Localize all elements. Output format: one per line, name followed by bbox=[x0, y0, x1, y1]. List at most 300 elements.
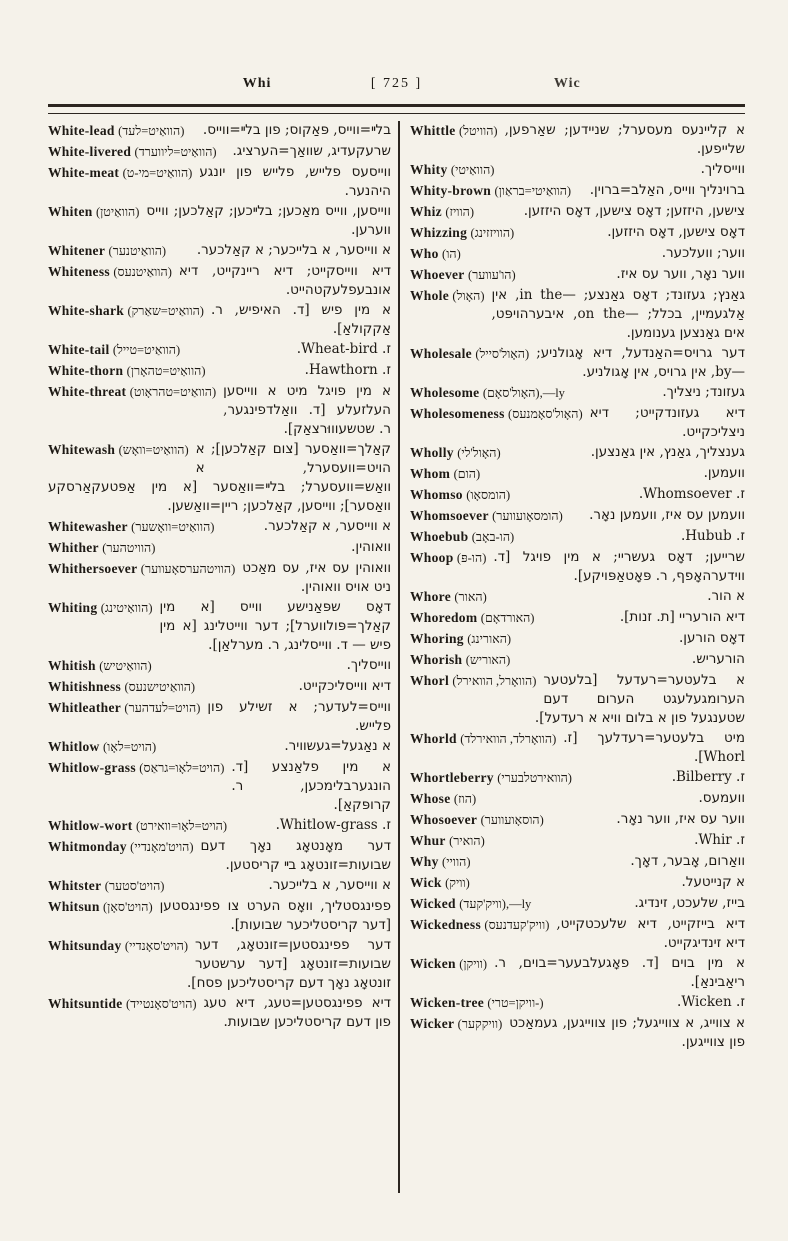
dictionary-entry bbox=[48, 517, 391, 537]
headword: Who bbox=[410, 246, 439, 261]
definition: קאַלך=וואַסער [צום קאַלכען]; א הויט=וועסערל, א וואַש=וועסערל; בלײ=וואַסער [א מין אַפּטעקאַרסקע וואַסער]; ווייסען, קאַלכען; ריין=וואַשען. bbox=[48, 441, 391, 514]
definition: ז. Wheat-bird. bbox=[296, 341, 391, 357]
transliteration: (הוואַיטינג) bbox=[100, 601, 153, 615]
definition: דיא געזונדקייט; דיא ניצליכקייט. bbox=[589, 405, 745, 440]
definition: ווער עס איז, ווער נאָר. bbox=[616, 811, 745, 827]
transliteration: (הוואַיט=טייל) bbox=[112, 343, 181, 357]
dictionary-entry bbox=[410, 587, 745, 607]
dictionary-entry bbox=[410, 223, 745, 243]
headword-block bbox=[410, 1014, 502, 1034]
headword: Whoop bbox=[410, 550, 454, 565]
headword: Whitlow-wort bbox=[48, 818, 133, 833]
headword: Wholesomeness bbox=[410, 406, 505, 421]
definition: ז. Wicken. bbox=[677, 994, 745, 1010]
transliteration: (הוז) bbox=[453, 792, 477, 806]
transliteration: (הוואַיט=מי-ט) bbox=[122, 166, 193, 180]
headword-block bbox=[48, 340, 180, 360]
transliteration: (הוואַיט=טהראָוט) bbox=[129, 385, 217, 399]
headword: Whiting bbox=[48, 600, 98, 615]
dictionary-entry bbox=[410, 443, 745, 463]
headword-block bbox=[410, 344, 529, 364]
dictionary-entry bbox=[410, 1014, 745, 1052]
transliteration: (הוואַיטי=בראַון) bbox=[494, 184, 572, 198]
dictionary-entry bbox=[410, 768, 745, 788]
definition: בלײ=ווייס, פּאַקוס; פון בלײ=ווייס. bbox=[202, 122, 391, 138]
headword: Whom bbox=[410, 466, 451, 481]
definition: א קנייטעל. bbox=[681, 874, 745, 890]
definition: דיא פפינגסטען=טעג, דיא טעג פון דעם קריסטליכען שבועות. bbox=[203, 995, 391, 1030]
dictionary-entry bbox=[410, 915, 745, 953]
definition: א ווייסער, א קאַלכער. bbox=[263, 518, 391, 534]
headword: Whitlow-grass bbox=[48, 760, 136, 775]
headword: Whoever bbox=[410, 267, 465, 282]
definition: מיט בלעטער=רעדלעך [ז. Whorl]. bbox=[563, 730, 745, 765]
headword: Wicken bbox=[410, 956, 456, 971]
definition: א צווייג, א צווייגעל; פון צווייגען, געמאַכט פון צווייגען. bbox=[509, 1015, 745, 1050]
definition: ז. Bilberry. bbox=[671, 769, 745, 785]
headword: Whity bbox=[410, 162, 448, 177]
transliteration: (וויק'קעד) bbox=[459, 897, 506, 911]
transliteration: (הוואַיטיש) bbox=[99, 659, 152, 673]
transliteration: (הויט'סטער) bbox=[104, 879, 165, 893]
headword-block bbox=[48, 301, 204, 321]
headword-block bbox=[410, 954, 487, 974]
dictionary-entry bbox=[48, 202, 391, 240]
headword: Whitewasher bbox=[48, 519, 128, 534]
headword-block bbox=[410, 202, 474, 222]
headword: Whomsoever bbox=[410, 508, 489, 523]
headword-block bbox=[48, 897, 153, 917]
headword-block bbox=[48, 361, 206, 381]
definition: גאַנץ; געזונד; דאָס גאַנצע; —in the, אין אַלגעמיין, בכלל; —on the, איבערהויפּט, אים גאַנצען גענומען. bbox=[491, 287, 745, 341]
headword: Whur bbox=[410, 833, 446, 848]
dictionary-entry bbox=[48, 559, 391, 597]
definition: וואוהין עס איז, עס מאַכט ניט אויס וואוהין. bbox=[242, 560, 391, 595]
transliteration: (האורינג) bbox=[467, 632, 512, 646]
transliteration: (הויט=לאָו) bbox=[102, 740, 157, 754]
headword: Whither bbox=[48, 540, 99, 555]
headword: Whitmonday bbox=[48, 839, 127, 854]
headword-block bbox=[410, 506, 563, 526]
transliteration: (הומסאָועווער) bbox=[492, 509, 563, 523]
headword: Whitener bbox=[48, 243, 106, 258]
headword: Whomso bbox=[410, 487, 463, 502]
dictionary-entry bbox=[410, 506, 745, 526]
transliteration: (הוואַיטישנעס) bbox=[124, 680, 196, 694]
definition: פפינגסטליך, וואָס הערט צו פפינגסטען [דער קריסטליכער שבועות]. bbox=[159, 898, 391, 933]
transliteration: (הוואַיט=וואָש) bbox=[118, 443, 189, 457]
headword: Whittle bbox=[410, 123, 456, 138]
headword: White-thorn bbox=[48, 363, 124, 378]
headword-block bbox=[410, 443, 501, 463]
transliteration: (הוואַיט=ליווערד) bbox=[134, 145, 217, 159]
definition: ז. Hubub. bbox=[680, 528, 745, 544]
transliteration: (האוריש) bbox=[465, 653, 511, 667]
dictionary-entry bbox=[48, 262, 391, 300]
transliteration: (הוויז) bbox=[445, 205, 475, 219]
headword-block bbox=[410, 629, 511, 649]
transliteration: (הויט'סאָנטייד) bbox=[125, 997, 197, 1011]
definition: וועמען. bbox=[703, 465, 745, 481]
transliteration: (האור) bbox=[454, 590, 487, 604]
headword-block bbox=[48, 994, 197, 1014]
dictionary-entry bbox=[48, 897, 391, 935]
headword-block bbox=[48, 598, 152, 618]
headword-block bbox=[48, 121, 184, 141]
dictionary-entry bbox=[48, 936, 391, 993]
transliteration: (הום) bbox=[453, 467, 481, 481]
dictionary-entry bbox=[410, 548, 745, 586]
headword-block bbox=[410, 265, 516, 285]
headword-block bbox=[410, 873, 470, 893]
definition: דאָס שפּאַנישע ווייס [א מין קאַלך=פּולווערל]; דער ווייטלינג [א מין פיש — ד. ווייסלינג, ר. מערלאַן]. bbox=[159, 599, 391, 653]
headword-block bbox=[410, 383, 565, 403]
dictionary-entry bbox=[48, 698, 391, 736]
headword-block bbox=[410, 286, 484, 306]
headword: Whorish bbox=[410, 652, 463, 667]
definition: א בלעטער=רעדעל [בלעטער הערומגעלעגט הערום דעם שטענגעל פון א בלום וויא א רעדעל]. bbox=[534, 672, 745, 726]
dictionary-entry bbox=[410, 873, 745, 893]
transliteration: (הויט'סאָנדיי) bbox=[124, 939, 188, 953]
transliteration: (הומסאָו) bbox=[466, 488, 511, 502]
transliteration: (הוואַיט=שאַרק) bbox=[127, 304, 204, 318]
definition: דיא בייזקייט, דיא שלעכטקייט, דיא זינדיגקייט. bbox=[556, 916, 745, 951]
headword: Whitish bbox=[48, 658, 96, 673]
definition: דער מאָנטאָג נאָך דעם שבועות=זונטאָג בײ קריסטען. bbox=[200, 838, 391, 873]
dictionary-entry bbox=[410, 671, 745, 728]
dictionary-page bbox=[48, 76, 745, 1193]
dictionary-entry bbox=[410, 650, 745, 670]
dictionary-entry bbox=[410, 810, 745, 830]
headword-block bbox=[48, 876, 164, 896]
transliteration: (הויט=לעדהער) bbox=[124, 701, 201, 715]
headword: Wicken-tree bbox=[410, 995, 485, 1010]
definition: דאָס צישען, דאָס היזזען. bbox=[607, 224, 745, 240]
transliteration: (הוואַיט=וואָשער) bbox=[131, 520, 215, 534]
transliteration: (הויט=לאָו=וואירט) bbox=[135, 819, 228, 833]
headword-block bbox=[410, 404, 583, 424]
definition: א מין פויגל מיט א ווייסען העלזעלע [ד. וואַלדפינגער, ר. שטשעוווּרצאַק]. bbox=[223, 383, 391, 437]
headword-block bbox=[48, 440, 189, 460]
headword: Whortleberry bbox=[410, 770, 494, 785]
headword: White-livered bbox=[48, 144, 132, 159]
headword: Whiz bbox=[410, 204, 442, 219]
headword-block bbox=[48, 677, 195, 697]
definition: א מין בוים [ד. פאָגעלבעער=בוים, ר. ריאַבינאַ]. bbox=[494, 955, 745, 990]
headword-block bbox=[48, 758, 224, 778]
headword-block bbox=[410, 181, 571, 201]
dictionary-entry bbox=[48, 121, 391, 141]
definition: דיא הורעריי [ת. זנות]. bbox=[619, 609, 745, 625]
definition: דער גרויס=האַנדעל, דיא אָגולניע; —by, אין גרויס, אין אָגולניע. bbox=[536, 345, 745, 380]
headword: Whiteness bbox=[48, 264, 110, 279]
headword-block bbox=[410, 831, 485, 851]
dictionary-entry bbox=[410, 894, 745, 914]
headword: Wicked bbox=[410, 896, 456, 911]
dictionary-entry bbox=[48, 816, 391, 836]
headword-block bbox=[48, 163, 192, 183]
transliteration: (הוואַיט=טהאָרן) bbox=[126, 364, 206, 378]
subentry-suffix: ,—ly bbox=[505, 897, 532, 911]
dictionary-entry bbox=[410, 629, 745, 649]
headword-block bbox=[48, 559, 235, 579]
headword: Why bbox=[410, 854, 439, 869]
transliteration: (הוויי) bbox=[442, 855, 471, 869]
transliteration: (האָול'סאָם) bbox=[482, 386, 540, 400]
headword-block bbox=[410, 527, 514, 547]
headword: Whitsun bbox=[48, 899, 100, 914]
transliteration: (הו-פּ) bbox=[456, 551, 487, 565]
headword-block bbox=[48, 382, 216, 402]
transliteration: (הו-באָב) bbox=[471, 530, 515, 544]
headword: Whoring bbox=[410, 631, 464, 646]
definition: ז. Whomsoever. bbox=[638, 486, 745, 502]
headword: White-tail bbox=[48, 342, 110, 357]
dictionary-entry bbox=[410, 286, 745, 343]
headword-block bbox=[48, 142, 217, 162]
transliteration: (הוסאָועווער) bbox=[480, 813, 544, 827]
dictionary-entry bbox=[410, 202, 745, 222]
dictionary-entry bbox=[48, 737, 391, 757]
definition: ווייסליך. bbox=[700, 161, 745, 177]
definition: א מין פלאַנצע [ד. הונגערבלימכען, ר. קרופּקאַ]. bbox=[231, 759, 391, 813]
headword: Wickedness bbox=[410, 917, 482, 932]
headword-block bbox=[410, 244, 461, 264]
dictionary-entry bbox=[410, 344, 745, 382]
transliteration: (האָול) bbox=[452, 289, 485, 303]
headword-block bbox=[48, 837, 194, 857]
transliteration: (האָול'לי) bbox=[457, 446, 501, 460]
definition: א קליינעס מעסערל; שניידען; שאַרפען, שלייפען. bbox=[504, 122, 745, 157]
dictionary-entry bbox=[48, 677, 391, 697]
transliteration: (הויט'מאָנדיי) bbox=[130, 840, 194, 854]
headword: Whore bbox=[410, 589, 451, 604]
definition: א ווייסער, א בלייכער. bbox=[268, 877, 391, 893]
dictionary-entry bbox=[48, 301, 391, 339]
dictionary-entry bbox=[410, 404, 745, 442]
left-column bbox=[48, 121, 400, 1193]
transliteration: (הו'עווער) bbox=[467, 268, 516, 282]
running-head bbox=[48, 76, 745, 98]
dictionary-entry bbox=[410, 527, 745, 547]
headword-block bbox=[410, 485, 510, 505]
headword: Wick bbox=[410, 875, 442, 890]
headword: Whoebub bbox=[410, 529, 469, 544]
transliteration: (הוואָרלד, הוואירלד) bbox=[460, 732, 557, 746]
transliteration: (הוואַיטנער) bbox=[108, 244, 167, 258]
headword-block bbox=[48, 816, 227, 836]
dictionary-entry bbox=[48, 598, 391, 655]
transliteration: (הויט'סאָן) bbox=[103, 900, 153, 914]
dictionary-columns bbox=[48, 121, 745, 1193]
transliteration: (האורדאָם) bbox=[480, 611, 535, 625]
definition: ווייסליך. bbox=[346, 657, 391, 673]
transliteration: (הוויטהערסאָעווער) bbox=[140, 562, 236, 576]
definition: הורעריש. bbox=[691, 651, 745, 667]
headword: Whizzing bbox=[410, 225, 468, 240]
headword-block bbox=[410, 650, 510, 670]
headword-block bbox=[410, 894, 531, 914]
headword-block bbox=[410, 587, 487, 607]
headword-block bbox=[48, 241, 166, 261]
transliteration: (וויקקער) bbox=[457, 1017, 503, 1031]
dictionary-entry bbox=[48, 837, 391, 875]
headword-block bbox=[410, 548, 486, 568]
dictionary-entry bbox=[410, 244, 745, 264]
definition: ז. Whitlow-grass. bbox=[275, 817, 391, 833]
headword: Whitsunday bbox=[48, 938, 122, 953]
transliteration: (הויט=לאָו=גראַס) bbox=[139, 761, 225, 775]
transliteration: (וויקן=טרי-) bbox=[487, 996, 544, 1010]
definition: ווייסען, ווייס מאַכען; בלײכען; קאַלכען; ווייס ווערען. bbox=[146, 203, 391, 238]
headword: Whity-brown bbox=[410, 183, 492, 198]
headword-block bbox=[410, 223, 514, 243]
headword: Whitishness bbox=[48, 679, 122, 694]
headword: Wicker bbox=[410, 1016, 455, 1031]
headword: Whitster bbox=[48, 878, 102, 893]
dictionary-entry bbox=[410, 789, 745, 809]
dictionary-entry bbox=[410, 464, 745, 484]
dictionary-entry bbox=[410, 121, 745, 159]
transliteration: (האָול'סייל) bbox=[475, 347, 530, 361]
dictionary-entry bbox=[48, 241, 391, 261]
dictionary-entry bbox=[48, 361, 391, 381]
subentry-suffix: ,—ly bbox=[539, 386, 565, 400]
transliteration: (וויקן) bbox=[459, 957, 488, 971]
dictionary-entry bbox=[410, 485, 745, 505]
definition: א מין פיש [ד. האיפיש, ר. אַקקולאַ]. bbox=[210, 302, 391, 337]
dictionary-entry bbox=[48, 163, 391, 201]
headword-block bbox=[410, 852, 471, 872]
dictionary-entry bbox=[410, 160, 745, 180]
definition: דאָס הורען. bbox=[679, 630, 745, 646]
definition: גענצליך, גאַנץ, אין גאַנצען. bbox=[590, 444, 745, 460]
header-rule bbox=[48, 104, 745, 114]
transliteration: (הוויטהער) bbox=[102, 541, 156, 555]
headword: Whitewash bbox=[48, 442, 116, 457]
dictionary-entry bbox=[48, 994, 391, 1032]
dictionary-entry bbox=[410, 852, 745, 872]
headword: Wholesome bbox=[410, 385, 480, 400]
definition: ברוינליך ווייס, האַלב=ברוין. bbox=[589, 182, 745, 198]
transliteration: (הוואירטלבערי) bbox=[497, 771, 572, 785]
headword: Whoredom bbox=[410, 610, 478, 625]
headword-block bbox=[48, 517, 214, 537]
headword: Whose bbox=[410, 791, 451, 806]
definition: שרעקעדיג, שוואַך=הערציג. bbox=[232, 143, 391, 159]
headword: Whitlow bbox=[48, 739, 100, 754]
definition: שרייען; דאָס געשריי; א מין פויגל [ד. ווידערהאָפף, ר. פּאָטאַפּויקע]. bbox=[493, 549, 745, 584]
headword-block bbox=[410, 160, 494, 180]
transliteration: (וויק'קעדנעס) bbox=[484, 918, 550, 932]
headword: White-shark bbox=[48, 303, 125, 318]
transliteration: (הוואָרל, הוואירל) bbox=[452, 674, 537, 688]
headword-block bbox=[48, 262, 172, 282]
definition: דער פפינגסטען=זונטאָג, דער שבועות=זונטאָג [דער ערשטער זונטאָג נאָך דעם קריסטליכען פסח]. bbox=[187, 937, 391, 991]
headword-block bbox=[48, 936, 188, 956]
definition: ווער נאָר, ווער עס איז. bbox=[616, 266, 745, 282]
headword: Wholesale bbox=[410, 346, 472, 361]
dictionary-entry bbox=[48, 382, 391, 439]
dictionary-entry bbox=[410, 729, 745, 767]
transliteration: (הוואַיטי) bbox=[450, 163, 495, 177]
headword: Whole bbox=[410, 288, 450, 303]
transliteration: (הוויטל) bbox=[458, 124, 498, 138]
headword-block bbox=[410, 464, 480, 484]
dictionary-entry bbox=[48, 340, 391, 360]
definition: א הור. bbox=[707, 588, 745, 604]
dictionary-entry bbox=[48, 142, 391, 162]
headword-block bbox=[48, 202, 139, 222]
dictionary-entry bbox=[410, 181, 745, 201]
definition: א נאַגעל=געשוויר. bbox=[284, 738, 391, 754]
definition: ז. Hawthorn. bbox=[304, 362, 391, 378]
transliteration: (האָול'סאָמנעס) bbox=[508, 407, 583, 421]
definition: דיא ווייסקייט; דיא ריינקייט, דיא אונבעפלעקטהייט. bbox=[178, 263, 391, 298]
definition: געזונד; ניצליך. bbox=[662, 384, 745, 400]
headword: Whosoever bbox=[410, 812, 478, 827]
right-column bbox=[400, 121, 745, 1053]
definition: דיא ווייסליכקייט. bbox=[298, 678, 391, 694]
dictionary-entry bbox=[48, 440, 391, 516]
headword: Whorl bbox=[410, 673, 450, 688]
headword: Whithersoever bbox=[48, 561, 138, 576]
headword-block bbox=[410, 768, 572, 788]
headword-block bbox=[48, 538, 155, 558]
dictionary-entry bbox=[410, 265, 745, 285]
definition: וועמען עס איז, וועמען נאָר. bbox=[589, 507, 745, 523]
definition: בייז, שלעכט, זינדיג. bbox=[634, 895, 745, 911]
headword-block bbox=[410, 671, 536, 691]
definition: וואוהין. bbox=[351, 539, 391, 555]
transliteration: (הואיר) bbox=[449, 834, 485, 848]
transliteration: (הוואַיטנעס) bbox=[113, 265, 172, 279]
headword-block bbox=[410, 915, 549, 935]
headword-block bbox=[410, 993, 543, 1013]
headword-block bbox=[410, 608, 534, 628]
definition: וואַרום, אָבער, דאָך. bbox=[630, 853, 745, 869]
definition: א ווייסער, א בלייכער; א קאַלכער. bbox=[196, 242, 391, 258]
dictionary-entry bbox=[48, 876, 391, 896]
dictionary-entry bbox=[410, 993, 745, 1013]
definition: ווייסעס פלייש, פלייש פון יונגע היהנער. bbox=[199, 164, 391, 199]
headword: White-threat bbox=[48, 384, 127, 399]
definition: ז. Whir. bbox=[694, 832, 745, 848]
headword-block bbox=[410, 789, 476, 809]
definition: ווער; וועלכער. bbox=[661, 245, 745, 261]
transliteration: (הוואַיטן) bbox=[95, 205, 140, 219]
headword-block bbox=[48, 698, 200, 718]
definition: צישען, היזזען; דאָס צישען, דאָס היזזען. bbox=[523, 203, 745, 219]
guide-word-left: Whi bbox=[242, 76, 272, 91]
definition: ווייס=לעדער; א זשילע פון פלייש. bbox=[207, 699, 391, 734]
transliteration: (הו) bbox=[442, 247, 461, 261]
headword: Whitsuntide bbox=[48, 996, 123, 1011]
headword: White-meat bbox=[48, 165, 120, 180]
headword-block bbox=[410, 729, 556, 749]
headword: Whiten bbox=[48, 204, 93, 219]
headword-block bbox=[48, 737, 156, 757]
headword-block bbox=[410, 121, 498, 141]
page-number: [ 725 ] bbox=[370, 76, 423, 91]
definition: וועמעס. bbox=[698, 790, 745, 806]
dictionary-entry bbox=[410, 608, 745, 628]
dictionary-entry bbox=[48, 758, 391, 815]
transliteration: (הוויזזינג) bbox=[470, 226, 515, 240]
headword: White-lead bbox=[48, 123, 115, 138]
dictionary-entry bbox=[410, 954, 745, 992]
dictionary-entry bbox=[48, 538, 391, 558]
